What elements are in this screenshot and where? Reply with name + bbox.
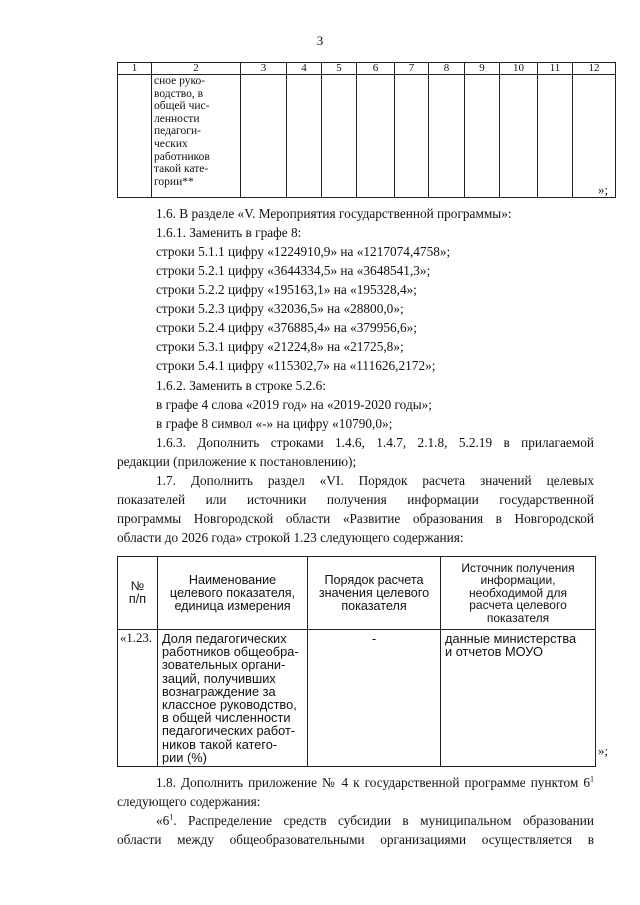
header-cell: 8 [429,63,465,75]
page-number: 3 [316,33,324,48]
header-cell: 5 [322,63,357,75]
table-cell [465,75,500,198]
paragraph-1-6-2: 1.6.2. Заменить в строке 5.2.6: [156,378,326,393]
row-calculation-order: - [308,630,441,767]
replacement-line: строки 5.1.1 цифру «1224910,9» на «1217074,4758»; [156,244,451,259]
header-cell: 10 [500,63,538,75]
cell-line: такой кате- [154,163,209,176]
header-source: Источник получения информации, необходимой для расчета целевого показателя [441,557,596,630]
table-cell [538,75,573,198]
cell-line: водство, в [154,87,204,100]
header-cell: 1 [118,63,152,75]
replacement-line: строки 5.2.4 цифру «376885,4» на «379956,6»; [156,320,417,335]
replacement-line: строки 5.2.3 цифру «32036,5» на «28800,0»; [156,301,404,316]
table-header-row [118,63,616,75]
paragraph-1-7: 1.7. Дополнить раздел «VI. Порядок расчета значений целевых [156,473,594,488]
header-order: Порядок расчета значения целевого показателя [308,557,441,630]
row-indicator-name: Доля педагогических работников общеобра- зовательных органи- заций, получивших вознаграждение за классное руководство, в общей численности педагогических работ- ников такой катего- рии (%) [158,630,308,767]
indicator-table [117,556,596,767]
header-cell: 3 [241,63,287,75]
paragraph-6-1-line-2: области между общеобразовательными организациями осуществляется в [117,832,594,847]
table-cell [429,75,465,198]
paragraph-1-6-2-b: в графе 8 символ «-» на цифру «10790,0»; [156,416,393,431]
cell-line: сное руко- [154,75,206,87]
paragraph-1-7-line-4: области до 2026 года» строкой 1.23 следующего содержания: [117,530,464,545]
replacement-line: строки 5.4.1 цифру «115302,7» на «111626,2172»; [156,358,436,373]
table-row [118,75,616,198]
table-cell [322,75,357,198]
header-cell: 2 [152,63,241,75]
header-cell: 6 [357,63,395,75]
header-cell: 7 [395,63,429,75]
paragraph-1-6: 1.6. В разделе «V. Мероприятия государственной программы»: [156,206,512,221]
table-cell-indicator [152,75,241,198]
header-name: Наименование целевого показателя, единица измерения [158,557,308,630]
replacement-line: строки 5.2.2 цифру «195163,1» на «195328,4»; [156,282,417,297]
cell-line: гории** [154,175,194,188]
paragraph-1-8-cont: следующего содержания: [117,794,261,809]
paragraph-1-6-2-a: в графе 4 слова «2019 год» на «2019-2020 годы»; [156,397,432,412]
paragraph-1-7-line-3: программы Новгородской области «Развитие образования в Новгородской [117,511,594,526]
paragraph-1-6-3-cont: редакции (приложение к постановлению); [117,454,357,469]
paragraph-6-1: «$6^1$. Распределение средств субсидии в муниципальном образовании [156,812,594,828]
table-cell [500,75,538,198]
continuation-table [117,62,616,198]
table-closing-quote: »; [598,182,609,197]
table-cell [573,75,616,198]
paragraph-1-6-1: 1.6.1. Заменить в графе 8: [156,225,302,240]
row-source: данные министерства и отчетов МОУО [441,630,596,767]
cell-line: работников [154,150,210,163]
header-num: № п/п [118,557,158,630]
header-cell: 9 [465,63,500,75]
cell-line: ленности [154,112,200,125]
paragraph-1-7-line-2: показателей или источники получения информации государственной [117,492,594,507]
header-cell: 12 [573,63,616,75]
header-cell: 11 [538,63,573,75]
table-row [118,630,596,767]
replacement-line: строки 5.3.1 цифру «21224,8» на «21725,8»; [156,339,404,354]
paragraph-1-6-3: 1.6.3. Дополнить строками 1.4.6, 1.4.7, 2.1.8, 5.2.19 в прилагаемой [156,435,594,450]
replacement-line: строки 5.2.1 цифру «3644334,5» на «3648541,3»; [156,263,431,278]
header-cell: 4 [287,63,322,75]
row-number: «1.23. [118,630,158,767]
table-cell [395,75,429,198]
table-cell [357,75,395,198]
table-closing-quote: »; [598,743,609,758]
table-cell [287,75,322,198]
paragraph-1-8: 1.8. Дополнить приложение № 4 к государственной программе пунктом $6^1$ [156,774,594,790]
cell-line: ческих [154,137,188,150]
table-cell [118,75,152,198]
table-cell [241,75,287,198]
cell-line: общей чис- [154,100,210,113]
table-header-row [118,557,596,630]
cell-line: педагоги- [154,125,201,138]
